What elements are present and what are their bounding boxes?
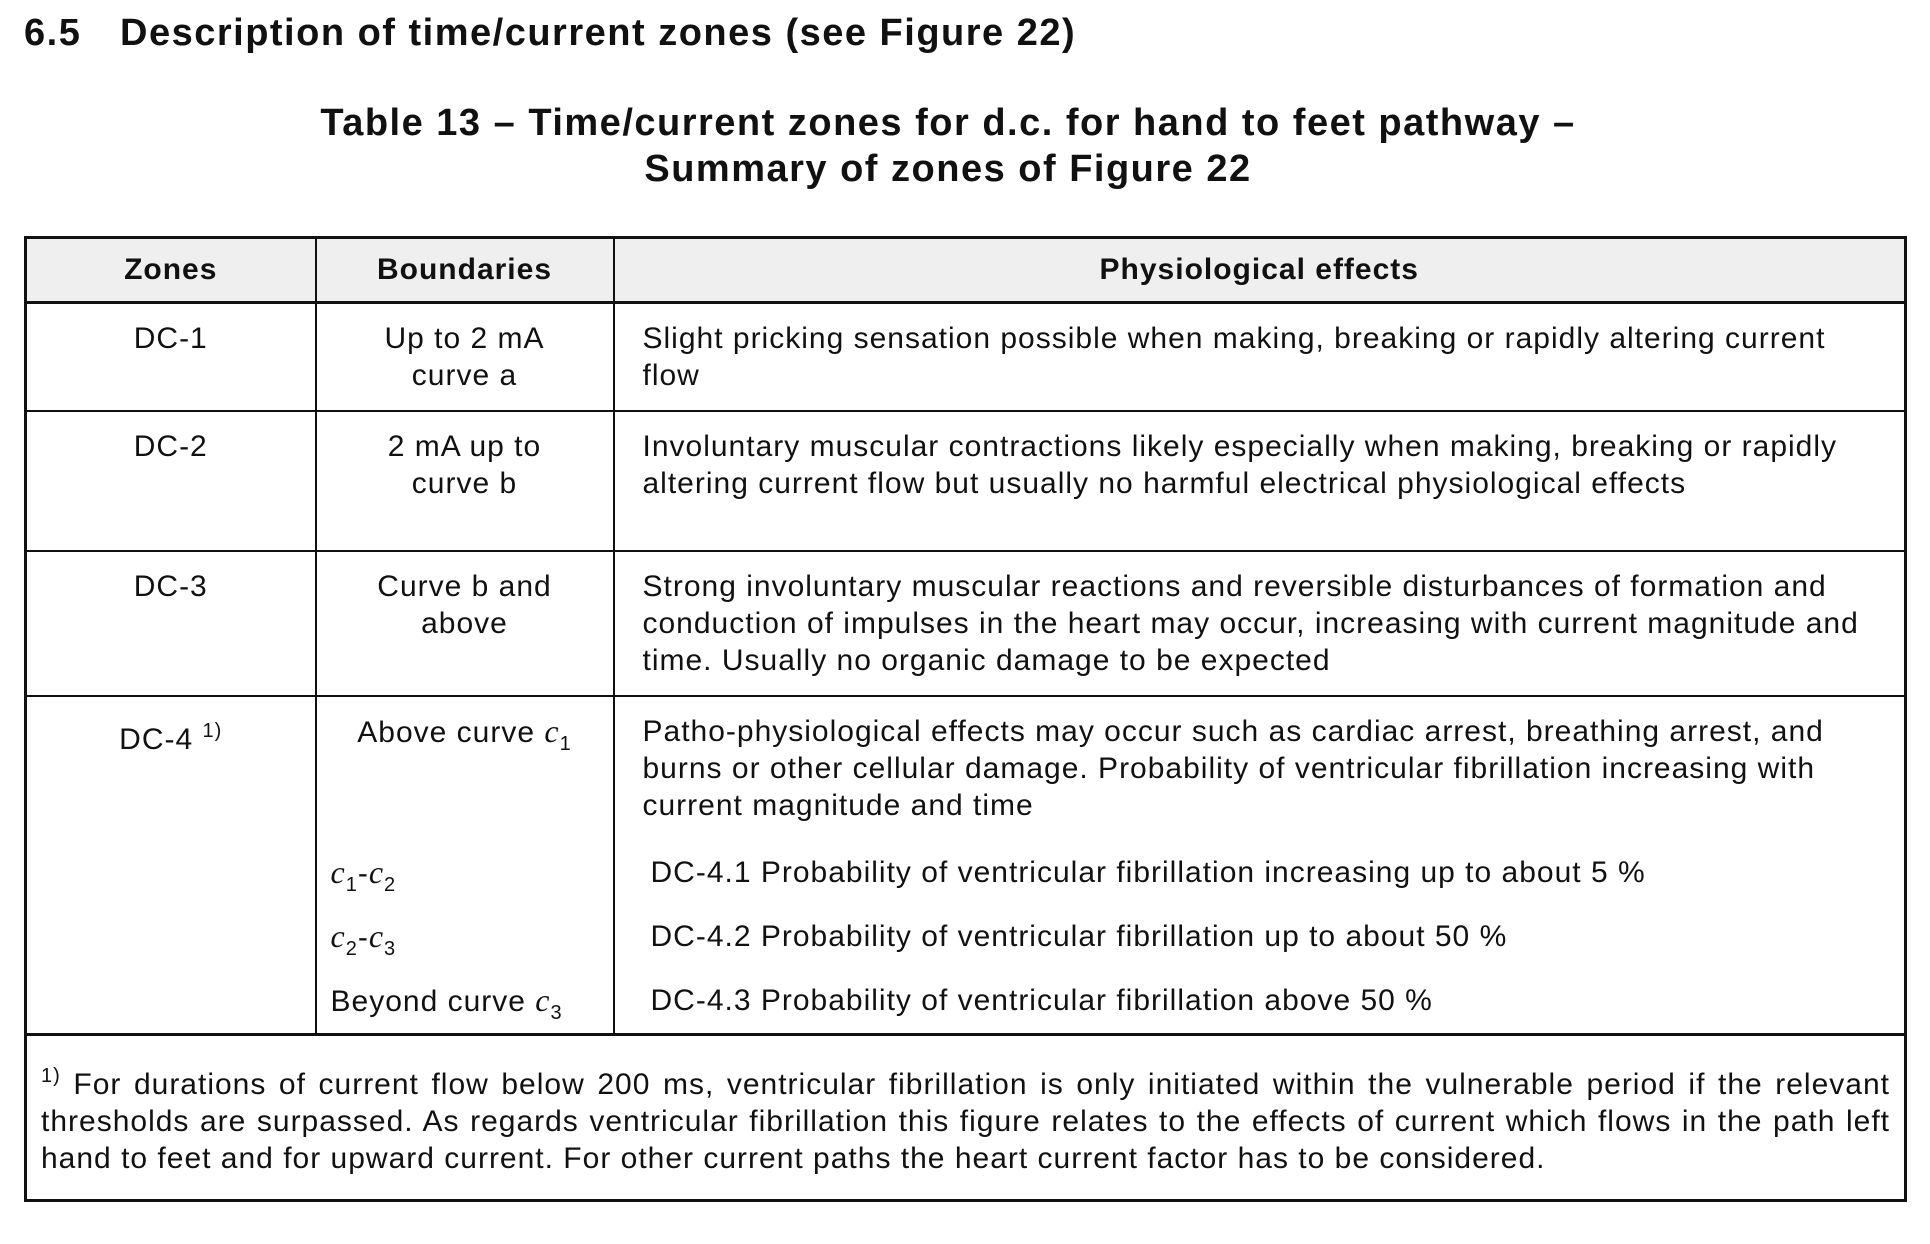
table-header-row [26, 238, 1906, 303]
effect-cell: DC-4.1 Probability of ventricular fibrillation increasing up to about 5 % [614, 840, 1906, 904]
footnote-row [26, 1034, 1906, 1200]
zones-table [24, 236, 1907, 1202]
footnote-text: For durations of current flow below 200 ms, ventricular fibrillation is only initiated within the vulnerable period if the relevant thresholds are surpassed. As regards ventricular fibrillation this figure relates to the effects of current which flows in the path left hand to feet and for upward current. For other current paths the heart current factor has to be considered. [41, 1067, 1890, 1175]
range-dash: - [357, 921, 369, 954]
boundary-cell [316, 696, 614, 840]
curve-subscript: 3 [384, 938, 397, 960]
table-row [26, 411, 1906, 551]
section-number: 6.5 [24, 12, 82, 54]
boundary-cell [316, 303, 614, 412]
range-dash: - [357, 857, 369, 890]
boundary-cell [316, 840, 614, 904]
zone-cell [26, 696, 316, 1034]
boundary-line: above [421, 607, 508, 640]
boundary-cell [316, 904, 614, 968]
footnote-cell [26, 1034, 1906, 1200]
boundary-line: 2 mA up to [387, 430, 542, 463]
section-heading [24, 12, 1076, 55]
header-effects: Physiological effects [614, 238, 1906, 303]
effect-cell: Patho-physiological effects may occur such as cardiac arrest, breathing arrest, and burns or other cellular damage. Probability of ventricular fibrillation increasing with current magnitude and time [614, 696, 1906, 840]
curve-symbol: c [368, 918, 385, 954]
boundary-cell [316, 968, 614, 1034]
footnote-ref: 1) [202, 720, 223, 742]
header-boundaries: Boundaries [316, 238, 614, 303]
zone-cell: DC-2 [26, 411, 316, 551]
effect-cell: Slight pricking sensation possible when making, breaking or rapidly altering current flow [614, 303, 1906, 412]
curve-symbol: c [330, 918, 346, 954]
curve-symbol: c [535, 982, 551, 1018]
curve-symbol: c [544, 713, 560, 749]
curve-subscript: 1 [345, 874, 358, 896]
section-title: Description of time/current zones (see Figure 22) [120, 12, 1077, 54]
table-row-dc4 [26, 696, 1906, 840]
boundary-text: Beyond curve [330, 985, 526, 1018]
curve-subscript: 2 [384, 874, 397, 896]
zone-cell: DC-3 [26, 551, 316, 696]
table-caption [0, 100, 1896, 192]
effect-cell: Strong involuntary muscular reactions and reversible disturbances of formation and conduction of impulses in the heart may occur, increasing with current magnitude and time. Usually no organic damage to be expected [614, 551, 1906, 696]
boundary-cell [316, 551, 614, 696]
boundary-line: curve b [411, 467, 518, 500]
table-row [26, 303, 1906, 412]
curve-subscript: 2 [345, 938, 358, 960]
curve-symbol: c [368, 854, 385, 890]
effect-cell: DC-4.3 Probability of ventricular fibrillation above 50 % [614, 968, 1906, 1034]
boundary-line: curve a [411, 359, 518, 392]
table-caption-line1: Table 13 – Time/current zones for d.c. for hand to feet pathway – [320, 102, 1576, 144]
zone-label: DC-4 [119, 723, 194, 756]
boundary-line: Up to 2 mA [384, 322, 545, 355]
table-caption-line2: Summary of zones of Figure 22 [644, 148, 1252, 190]
footnote-mark: 1) [41, 1064, 61, 1087]
table-row [26, 551, 1906, 696]
header-zones: Zones [26, 238, 316, 303]
curve-subscript: 1 [559, 733, 572, 755]
curve-symbol: c [330, 854, 346, 890]
boundary-text: Above curve [357, 716, 536, 749]
boundary-line: Curve b and [377, 570, 552, 603]
effect-cell: DC-4.2 Probability of ventricular fibrillation up to about 50 % [614, 904, 1906, 968]
boundary-cell [316, 411, 614, 551]
zone-cell: DC-1 [26, 303, 316, 412]
curve-subscript: 3 [550, 1002, 563, 1024]
effect-cell: Involuntary muscular contractions likely especially when making, breaking or rapidly altering current flow but usually no harmful electrical physiological effects [614, 411, 1906, 551]
